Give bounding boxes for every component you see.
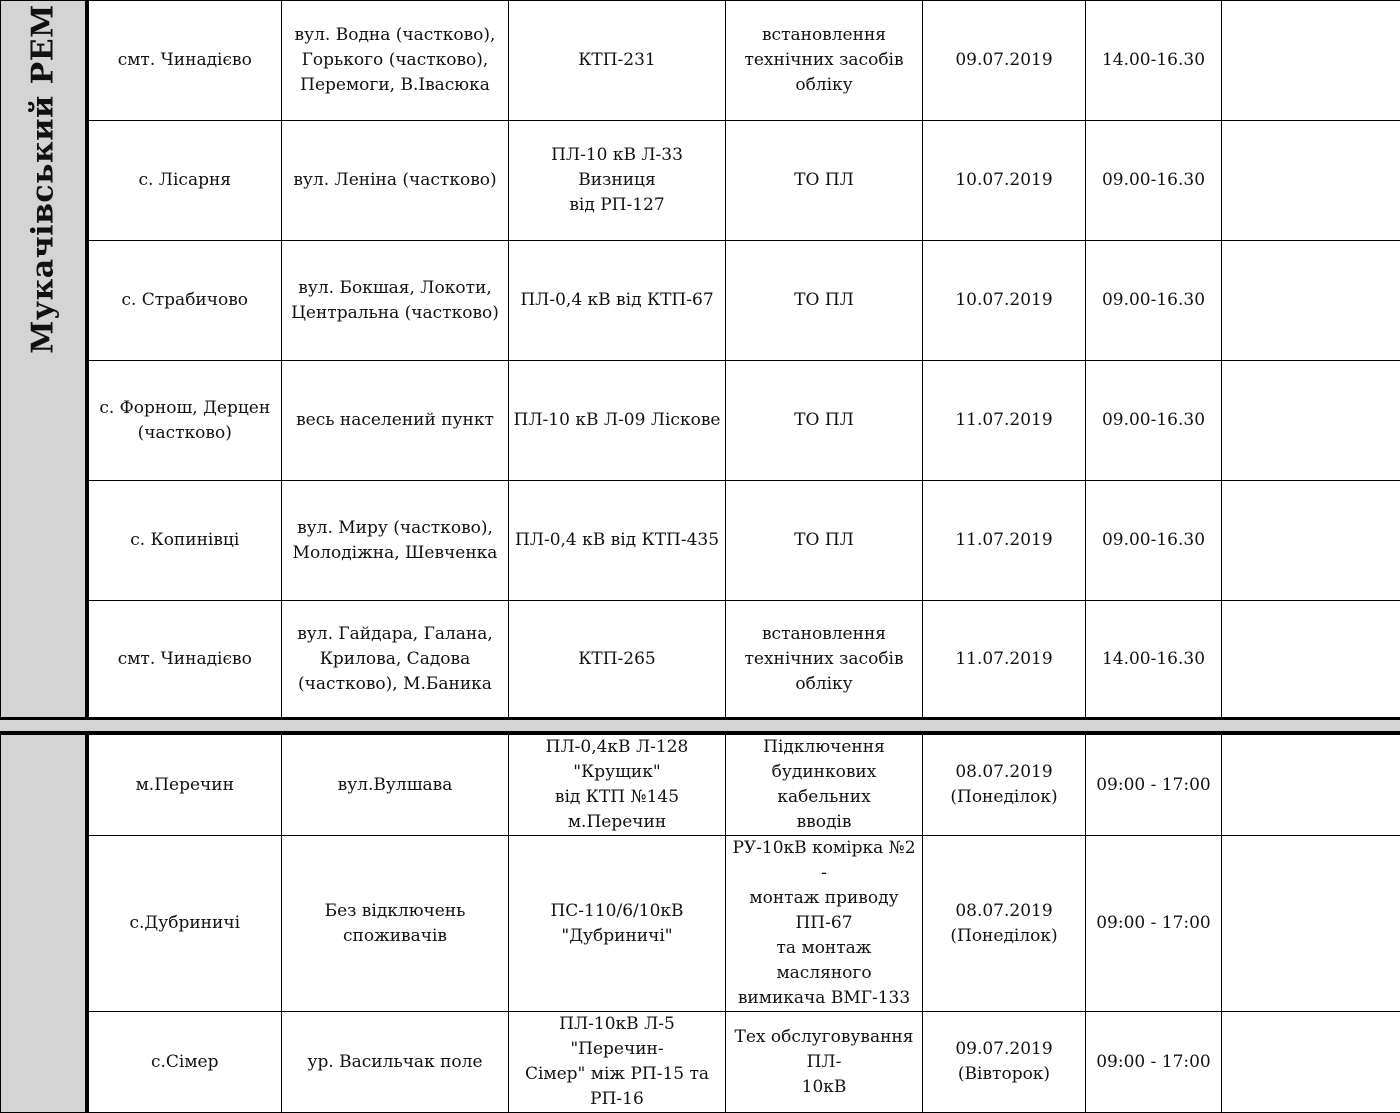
date-cell <box>923 1012 1086 1113</box>
date-cell <box>923 601 1086 718</box>
cell-line: ПЛ-0,4 кВ від КТП-435 <box>513 528 721 553</box>
cell-line: 14.00-16.30 <box>1090 48 1217 73</box>
settlement-cell <box>87 241 282 361</box>
cell-line: 08.07.2019 <box>927 760 1081 785</box>
work-type-cell <box>726 1012 923 1113</box>
time-cell <box>1086 601 1222 718</box>
table-row <box>1 1012 1400 1113</box>
cell-line: 08.07.2019 <box>927 899 1081 924</box>
settlement-cell <box>87 601 282 718</box>
cell-line: від КТП №145 м.Перечин <box>513 785 721 835</box>
date-cell <box>923 481 1086 601</box>
note-cell <box>1222 241 1400 361</box>
settlement-cell <box>87 361 282 481</box>
cell-line: Без відключень споживачів <box>286 899 504 949</box>
cell-line: Крилова, Садова <box>286 647 504 672</box>
cell-line: ПЛ-0,4 кВ від КТП-67 <box>513 288 721 313</box>
cell-line: Підключення <box>730 735 918 760</box>
cell-line: Перемоги, В.Івасюка <box>286 73 504 98</box>
cell-line: будинкових кабельних <box>730 760 918 810</box>
cell-line: ТО ПЛ <box>730 288 918 313</box>
cell-line: встановлення <box>730 23 918 48</box>
note-cell <box>1222 121 1400 241</box>
cell-line: ПЛ-10 кВ Л-33 Визниця <box>513 143 721 193</box>
streets-cell <box>282 1 509 121</box>
table-row <box>1 836 1400 1012</box>
cell-line: технічних засобів <box>730 48 918 73</box>
note-cell <box>1222 735 1400 836</box>
equipment-cell <box>509 1 726 121</box>
cell-line: 11.07.2019 <box>927 408 1081 433</box>
date-cell <box>923 1 1086 121</box>
outage-table-section-b <box>0 734 1400 1113</box>
cell-line: вул. Гайдара, Галана, <box>286 622 504 647</box>
cell-line: 11.07.2019 <box>927 528 1081 553</box>
date-cell <box>923 361 1086 481</box>
time-cell <box>1086 361 1222 481</box>
note-cell <box>1222 1 1400 121</box>
time-cell <box>1086 1 1222 121</box>
cell-line: ур. Васильчак поле <box>286 1050 504 1075</box>
settlement-cell <box>87 121 282 241</box>
settlement-cell <box>87 836 282 1012</box>
work-type-cell <box>726 1 923 121</box>
time-cell <box>1086 1012 1222 1113</box>
cell-line: 09.00-16.30 <box>1090 288 1217 313</box>
cell-line: 09.00-16.30 <box>1090 528 1217 553</box>
cell-line: Молодіжна, Шевченка <box>286 541 504 566</box>
cell-line: с.Дубриничі <box>93 911 278 936</box>
cell-line: РУ-10кВ комірка №2 - <box>730 836 918 886</box>
cell-line: "Дубриничі" <box>513 924 721 949</box>
cell-line: від РП-127 <box>513 193 721 218</box>
work-type-cell <box>726 836 923 1012</box>
table-row <box>1 1 1400 121</box>
work-type-cell <box>726 361 923 481</box>
cell-line: обліку <box>730 672 918 697</box>
cell-line: та монтаж масляного <box>730 936 918 986</box>
cell-line: с.Сімер <box>93 1050 278 1075</box>
work-type-cell <box>726 241 923 361</box>
cell-line: обліку <box>730 73 918 98</box>
cell-line: вул. Бокшая, Локоти, <box>286 276 504 301</box>
note-cell <box>1222 361 1400 481</box>
settlement-cell <box>87 1012 282 1113</box>
equipment-cell <box>509 481 726 601</box>
cell-line: (частково) <box>93 421 278 446</box>
cell-line: 09.00-16.30 <box>1090 408 1217 433</box>
streets-cell <box>282 241 509 361</box>
work-type-cell <box>726 735 923 836</box>
note-cell <box>1222 601 1400 718</box>
cell-line: Центральна (частково) <box>286 301 504 326</box>
cell-line: 09.00-16.30 <box>1090 168 1217 193</box>
cell-line: (Понеділок) <box>927 785 1081 810</box>
work-type-cell <box>726 121 923 241</box>
cell-line: 09:00 - 17:00 <box>1090 773 1217 798</box>
cell-line: 11.07.2019 <box>927 647 1081 672</box>
settlement-cell <box>87 481 282 601</box>
work-type-cell <box>726 481 923 601</box>
settlement-cell <box>87 1 282 121</box>
cell-line: КТП-231 <box>513 48 721 73</box>
cell-line: Тех обслуговування ПЛ- <box>730 1025 918 1075</box>
cell-line: смт. Чинадієво <box>93 48 278 73</box>
cell-line: ТО ПЛ <box>730 168 918 193</box>
work-type-cell <box>726 601 923 718</box>
time-cell <box>1086 836 1222 1012</box>
date-cell <box>923 735 1086 836</box>
cell-line: ПЛ-10кВ Л-5 "Перечин- <box>513 1012 721 1062</box>
equipment-cell <box>509 361 726 481</box>
cell-line: 09.07.2019 <box>927 48 1081 73</box>
streets-cell <box>282 1012 509 1113</box>
equipment-cell <box>509 735 726 836</box>
cell-line: 09.07.2019 <box>927 1037 1081 1062</box>
streets-cell <box>282 601 509 718</box>
table-row <box>1 735 1400 836</box>
cell-line: вул.Вулшава <box>286 773 504 798</box>
cell-line: вводів <box>730 810 918 835</box>
cell-line: 09:00 - 17:00 <box>1090 911 1217 936</box>
cell-line: встановлення <box>730 622 918 647</box>
equipment-cell <box>509 601 726 718</box>
cell-line: технічних засобів <box>730 647 918 672</box>
date-cell <box>923 836 1086 1012</box>
equipment-cell <box>509 241 726 361</box>
cell-line: КТП-265 <box>513 647 721 672</box>
cell-line: ТО ПЛ <box>730 528 918 553</box>
cell-line: ПЛ-10 кВ Л-09 Ліскове <box>513 408 721 433</box>
time-cell <box>1086 481 1222 601</box>
cell-line: м.Перечин <box>93 773 278 798</box>
streets-cell <box>282 361 509 481</box>
region-label-a: Мукачівський РЕМ <box>30 4 55 354</box>
cell-line: (частково), М.Баника <box>286 672 504 697</box>
note-cell <box>1222 1012 1400 1113</box>
region-cell-b <box>1 735 87 1113</box>
cell-line: ПС-110/6/10кВ <box>513 899 721 924</box>
cell-line: с. Страбичово <box>93 288 278 313</box>
streets-cell <box>282 481 509 601</box>
cell-line: 14.00-16.30 <box>1090 647 1217 672</box>
cell-line: Горького (частково), <box>286 48 504 73</box>
cell-line: (Вівторок) <box>927 1062 1081 1087</box>
cell-line: 10.07.2019 <box>927 168 1081 193</box>
cell-line: с. Форнош, Дерцен <box>93 396 278 421</box>
note-cell <box>1222 481 1400 601</box>
cell-line: вимикача ВМГ-133 <box>730 986 918 1011</box>
table-row <box>1 481 1400 601</box>
cell-line: вул. Водна (частково), <box>286 23 504 48</box>
equipment-cell <box>509 836 726 1012</box>
cell-line: с. Лісарня <box>93 168 278 193</box>
note-cell <box>1222 836 1400 1012</box>
table-row <box>1 601 1400 718</box>
cell-line: 10кВ <box>730 1075 918 1100</box>
date-cell <box>923 241 1086 361</box>
time-cell <box>1086 735 1222 836</box>
table-row <box>1 241 1400 361</box>
cell-line: (Понеділок) <box>927 924 1081 949</box>
streets-cell <box>282 735 509 836</box>
table-row <box>1 361 1400 481</box>
equipment-cell <box>509 1012 726 1113</box>
cell-line: 10.07.2019 <box>927 288 1081 313</box>
cell-line: вул. Леніна (частково) <box>286 168 504 193</box>
time-cell <box>1086 121 1222 241</box>
cell-line: 09:00 - 17:00 <box>1090 1050 1217 1075</box>
region-cell-a <box>1 1 87 718</box>
cell-line: Сімер" між РП-15 та РП-16 <box>513 1062 721 1112</box>
streets-cell <box>282 836 509 1012</box>
cell-line: монтаж приводу ПП-67 <box>730 886 918 936</box>
cell-line: ТО ПЛ <box>730 408 918 433</box>
table-row <box>1 121 1400 241</box>
cell-line: весь населений пункт <box>286 408 504 433</box>
settlement-cell <box>87 735 282 836</box>
streets-cell <box>282 121 509 241</box>
cell-line: с. Копинівці <box>93 528 278 553</box>
cell-line: ПЛ-0,4кВ Л-128 "Крущик" <box>513 735 721 785</box>
equipment-cell <box>509 121 726 241</box>
date-cell <box>923 121 1086 241</box>
section-separator <box>0 717 1400 734</box>
cell-line: смт. Чинадієво <box>93 647 278 672</box>
time-cell <box>1086 241 1222 361</box>
cell-line: вул. Миру (частково), <box>286 516 504 541</box>
